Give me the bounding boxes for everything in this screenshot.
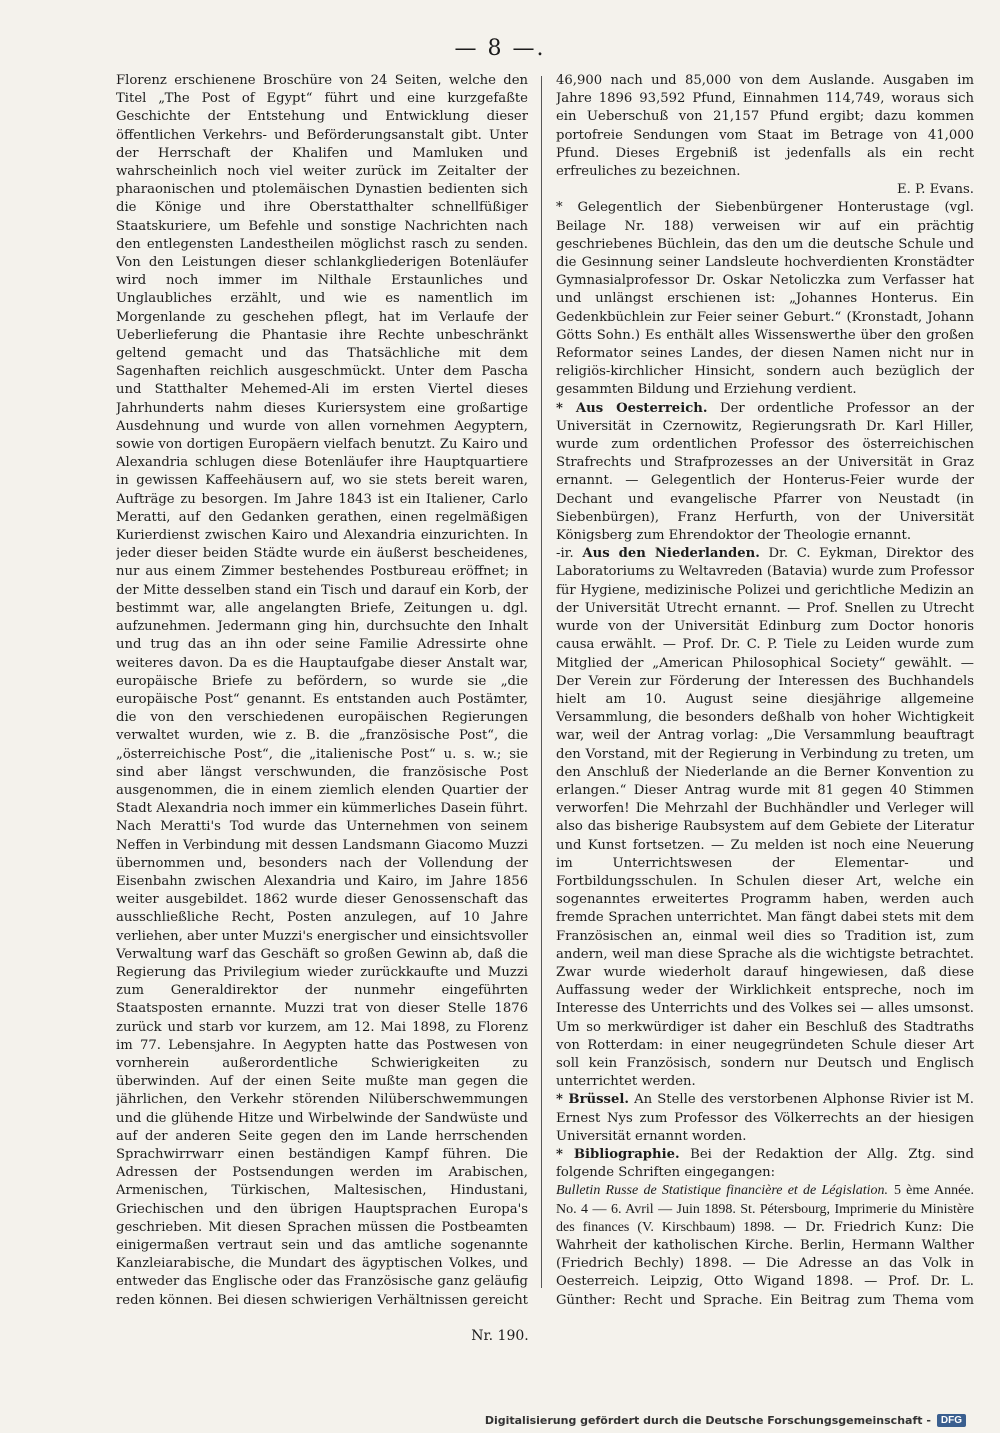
section-heading-bruessel: * Brüssel. <box>556 1092 629 1108</box>
page-number: — 8 —. <box>454 36 546 61</box>
column-divider <box>541 76 542 1288</box>
bibliographie-list <box>556 1182 974 1312</box>
section-heading-oesterreich: * Aus Oesterreich. <box>556 400 708 416</box>
section-heading-bibliographie: * Bibliographie. <box>556 1146 680 1162</box>
dfg-logo-icon: DFG <box>937 1414 966 1427</box>
bibliographie-intro: Bei der Redaktion der Allg. Ztg. sind folgende Schriften eingegangen: <box>556 1146 974 1181</box>
notice-bibliographie <box>556 1146 974 1182</box>
bulletin-details: 5 ème Année. No. 4 — 6. Avril — Juin 1898. St. Pétersbourg, Imprimerie du Ministère des finances (V. Kirschbaum) 1898. <box>556 1183 974 1235</box>
footer-text: Digitalisierung gefördert durch die Deutsche Forschungsgemeinschaft - <box>484 1414 931 1427</box>
bulletin-title: Bulletin Russe de Statistique financière et de Législation. <box>556 1183 889 1199</box>
article-egypt-post: Florenz erschienene Broschüre von 24 Seiten, welche den Titel „The Post of Egypt“ führt und eine kurzgefaßte Geschichte der Entstehung und Entwicklung dieser öffentlichen Verkehrs- und Beförderungsanstalt gibt. Unter der Herrschaft der Khalifen und Mamluken und wahrscheinlich noch viel weiter zurück im Zeitalter der pharaonischen und ptolemäischen Dynastien bedienten sich die Könige und ihre Oberstatthalter schnellfüßiger Staatskuriere, um Befehle und sonstige Nachrichten nach den entlegensten Landestheilen möglichst rasch zu senden. Von den Leistungen dieser schlankgliederigen Botenläufer wird noch immer im Nilthale Erstaunliches und Unglaubliches erzählt, und wie es namentlich im Morgenlande zu geschehen pflegt, hat im Verlaufe der Ueberlieferung die Phantasie ihre Rechte unbeschränkt geltend gemacht und das Thatsächliche mit dem Sagenhaften reichlich ausgeschmückt. Unter dem Pascha und Statthalter Mehemed-Ali im ersten Viertel dieses Jahrhunderts nahm dieses Kuriersystem eine großartige Ausdehnung und wurde von allen vornehmen Aegyptern, sowie von dortigen Europäern vielfach benutzt. Zu Kairo und Alexandria schlugen diese Botenläufer ihre Hauptquartiere in gewissen Kaffeehäusern auf, wo sie stets bereit waren, Aufträge zu besorgen. Im Jahre 1843 ist ein Italiener, Carlo Meratti, auf den Gedanken gerathen, einen regelmäßigen Kurierdienst zwischen Kairo und Alexandria einzurichten. In jeder dieser beiden Städte wurde ein äußerst bescheidenes, nur aus einem Zimmer bestehendes Postbureau eröffnet; in der Mitte desselben stand ein Tisch und darauf ein Korb, der bestimmt war, alle angelangten Briefe, Zeitungen u. dgl. aufzunehmen. Jedermann ging hin, durchsuchte den Inhalt und trug das an ihn oder seine Familie Adressirte ohne weiteres davon. Da es die Hauptaufgabe dieser Anstalt war, europäische Briefe zu befördern, so wurde sie „die europäische Post“ genannt. Es entstanden auch Postämter, die von den verschiedenen europäischen Regierungen verwaltet wurden, wie z. B. die „französische Post“, die „österreichische Post“, die „italienische Post“ u. s. w.; sie sind aber längst verschwunden, die französische Post ausgenommen, die in einem ziemlich elenden Quartier der Stadt Alexandria noch immer ein kümmerliches Dasein führt. Nach Meratti's Tod wurde das Unternehmen von seinem Neffen in Verbindung mit dessen Landsmann Giacomo Muzzi übernommen und, besonders nach der Vollendung der Eisenbahn zwischen Alexandria und Kairo, im Jahre 1856 weiter ausgebildet. 1862 wurde dieser Genossenschaft das ausschließliche Recht, Posten anzulegen, auf 10 Jahre verliehen, aber unter Muzzi's energischer und einsichtsvoller Verwaltung warf das Geschäft so großen Gewinn ab, daß die Regierung das Privilegium wieder zurückkaufte und Muzzi zum Generaldirektor der nunmehr eingeführten Staatsposten ernannte. Muzzi trat von dieser Stelle 1876 zurück und starb vor kurzem, am 12. Mai 1898, zu Florenz im 77. Lebensjahre. In Aegypten hatte das Postwesen von vornherein außerordentliche Schwierigkeiten zu überwinden. Auf der einen Seite mußte man gegen die jährlichen, den Verkehr störenden Nilüberschwemmungen und die glühende Hitze und Wirbelwinde der Sandwüste und auf der anderen Seite gegen den im Lande herrschenden Sprachwirrwarr einen beständigen Kampf führen. Die Adressen der Postsendungen werden im Arabischen, Armenischen, Türkischen, Maltesischen, Hindustani, Griechischen und den übrigen Hauptsprachen Europa's geschrieben. Mit diesen Sprachen müssen die Postbeamten einigermaßen vertraut sein und das amtliche sogenannte Kanzleiarabische, die Mundart des ägyptischen Volkes, und entweder das Englische oder das Französische ganz geläufig reden können. Bei diesen schwierigen Verhältnissen gereicht <box>116 73 528 1308</box>
digitization-footer <box>485 1414 966 1427</box>
notice-honterus: * Gelegentlich der Siebenbürgener Honterustage (vgl. Beilage Nr. 188) verweisen wir auf ein prächtig geschriebenes Büchlein, das den um die deutsche Schule und die Gesinnung seiner Landsleute hochverdienten Kronstädter Gymnasialprofessor Dr. Oskar Netoliczka zum Verfasser hat und unlängst erschienen ist: „Johannes Honterus. Ein Gedenkbüchlein zur Feier seiner Geburt.“ (Kronstadt, Johann Götts Sohn.) Es enthält alles Wissenswerthe über den großen Reformator seines Landes, der diesen Namen nicht nur in religiös-kirchlicher Hinsicht, sondern auch bezüglich der gesammten Bildung und Erziehung verdient. <box>556 200 974 398</box>
right-column <box>556 72 974 1312</box>
left-column <box>116 72 528 1312</box>
issue-number: Nr. 190. <box>471 1328 529 1344</box>
section-heading-niederlande: Aus den Niederlanden. <box>582 546 760 562</box>
author-signature: E. P. Evans. <box>897 182 974 198</box>
notice-oesterreich <box>556 400 974 546</box>
notice-niederlande <box>556 545 974 1091</box>
notice-bruessel <box>556 1091 974 1146</box>
bibliographie-entries: — Dr. Friedrich Kunz: Die Wahrheit der katholischen Kirche. Berlin, Hermann Walther (Friedrich Bechly) 1898. — Die Adresse an das Volk in Oesterreich. Leipzig, Otto Wigand 1898. — Prof. Dr. L. Günther: Recht und Sprache. Ein Beitrag zum Thema vom <box>556 1219 974 1308</box>
section-body-oesterreich: Der ordentliche Professor an der Universität in Czernowitz, Regierungsrath Dr. Karl Hiller, wurde zum ordentlichen Professor des österreichischen Strafrechts und Strafprozesses an der Universität in Graz ernannt. — Gelegentlich der Honterus-Feier wurde der Dechant und evangelische Pfarrer von Neustadt (in Siebenbürgen), Franz Herfurth, von der Universität Königsberg zum Ehrendoktor der Theologie ernannt. <box>556 400 974 544</box>
egypt-post-continuation: 46,900 nach und 85,000 von dem Auslande. Ausgaben im Jahre 1896 93,592 Pfund, Einnahmen 114,749, woraus sich ein Ueberschuß von 21,157 Pfund ergibt; dazu kommen portofreie Sendungen vom Staat im Betrage von 41,000 Pfund. Dieses Ergebniß ist jedenfalls als ein recht erfreuliches zu bezeichnen. <box>556 73 974 180</box>
section-body-niederlande: Dr. C. Eykman, Direktor des Laboratoriums zu Weltavreden (Batavia) wurde zum Professor für Hygiene, medizinische Polizei und gerichtliche Medizin an der Universität Utrecht ernannt. — Prof. Snellen zu Utrecht wurde von der Universität Edinburg zum Doctor honoris causa erwählt. — Prof. Dr. C. P. Tiele zu Leiden wurde zum Mitglied der „American Philosophical Society“ gewählt. — Der Verein zur Förderung der Interessen des Buchhandels hielt am 10. August seine diesjährige allgemeine Versammlung, die besonders deßhalb von hoher Wichtigkeit war, weil der Antrag vorlag: „Die Versammlung beauftragt den Vorstand, mit der Regierung in Verbindung zu treten, um den Anschluß der Niederlande an die Berner Konvention zu erlangen.“ Dieser Antrag wurde mit 81 gegen 40 Stimmen verworfen! Die Mehrzahl der Buchhändler und Verleger will also das bisherige Raubsystem auf dem Gebiete der Literatur und Kunst fortsetzen. — Zu melden ist noch eine Neuerung im Unterrichtswesen der Elementar- und Fortbildungsschulen. In Schulen dieser Art, welche ein sogenanntes erweitertes Programm haben, werden auch fremde Sprachen unterrichtet. Man fängt dabei stets mit dem Französischen an, einmal weil dies so Tradition ist, zum andern, weil man diese Sprache als die wichtigste betrachtet. Zwar wurde wiederholt darauf hingewiesen, daß diese Auffassung weder der Wirklichkeit entspreche, noch im Interesse des Unterrichts und des Volkes sei — alles umsonst. Um so merkwürdiger ist daher ein Beschluß des Stadtraths von Rotterdam: in einer neugegründeten Schule dieser Art soll kein Französisch, sondern nur Deutsch und Englisch unterrichtet werden. <box>556 546 974 1090</box>
section-body-bruessel: An Stelle des verstorbenen Alphonse Rivier ist M. Ernest Nys zum Professor des Völkerrechts an der hiesigen Universität ernannt worden. <box>556 1092 974 1144</box>
correspondent-mark: -ir. <box>556 546 574 562</box>
